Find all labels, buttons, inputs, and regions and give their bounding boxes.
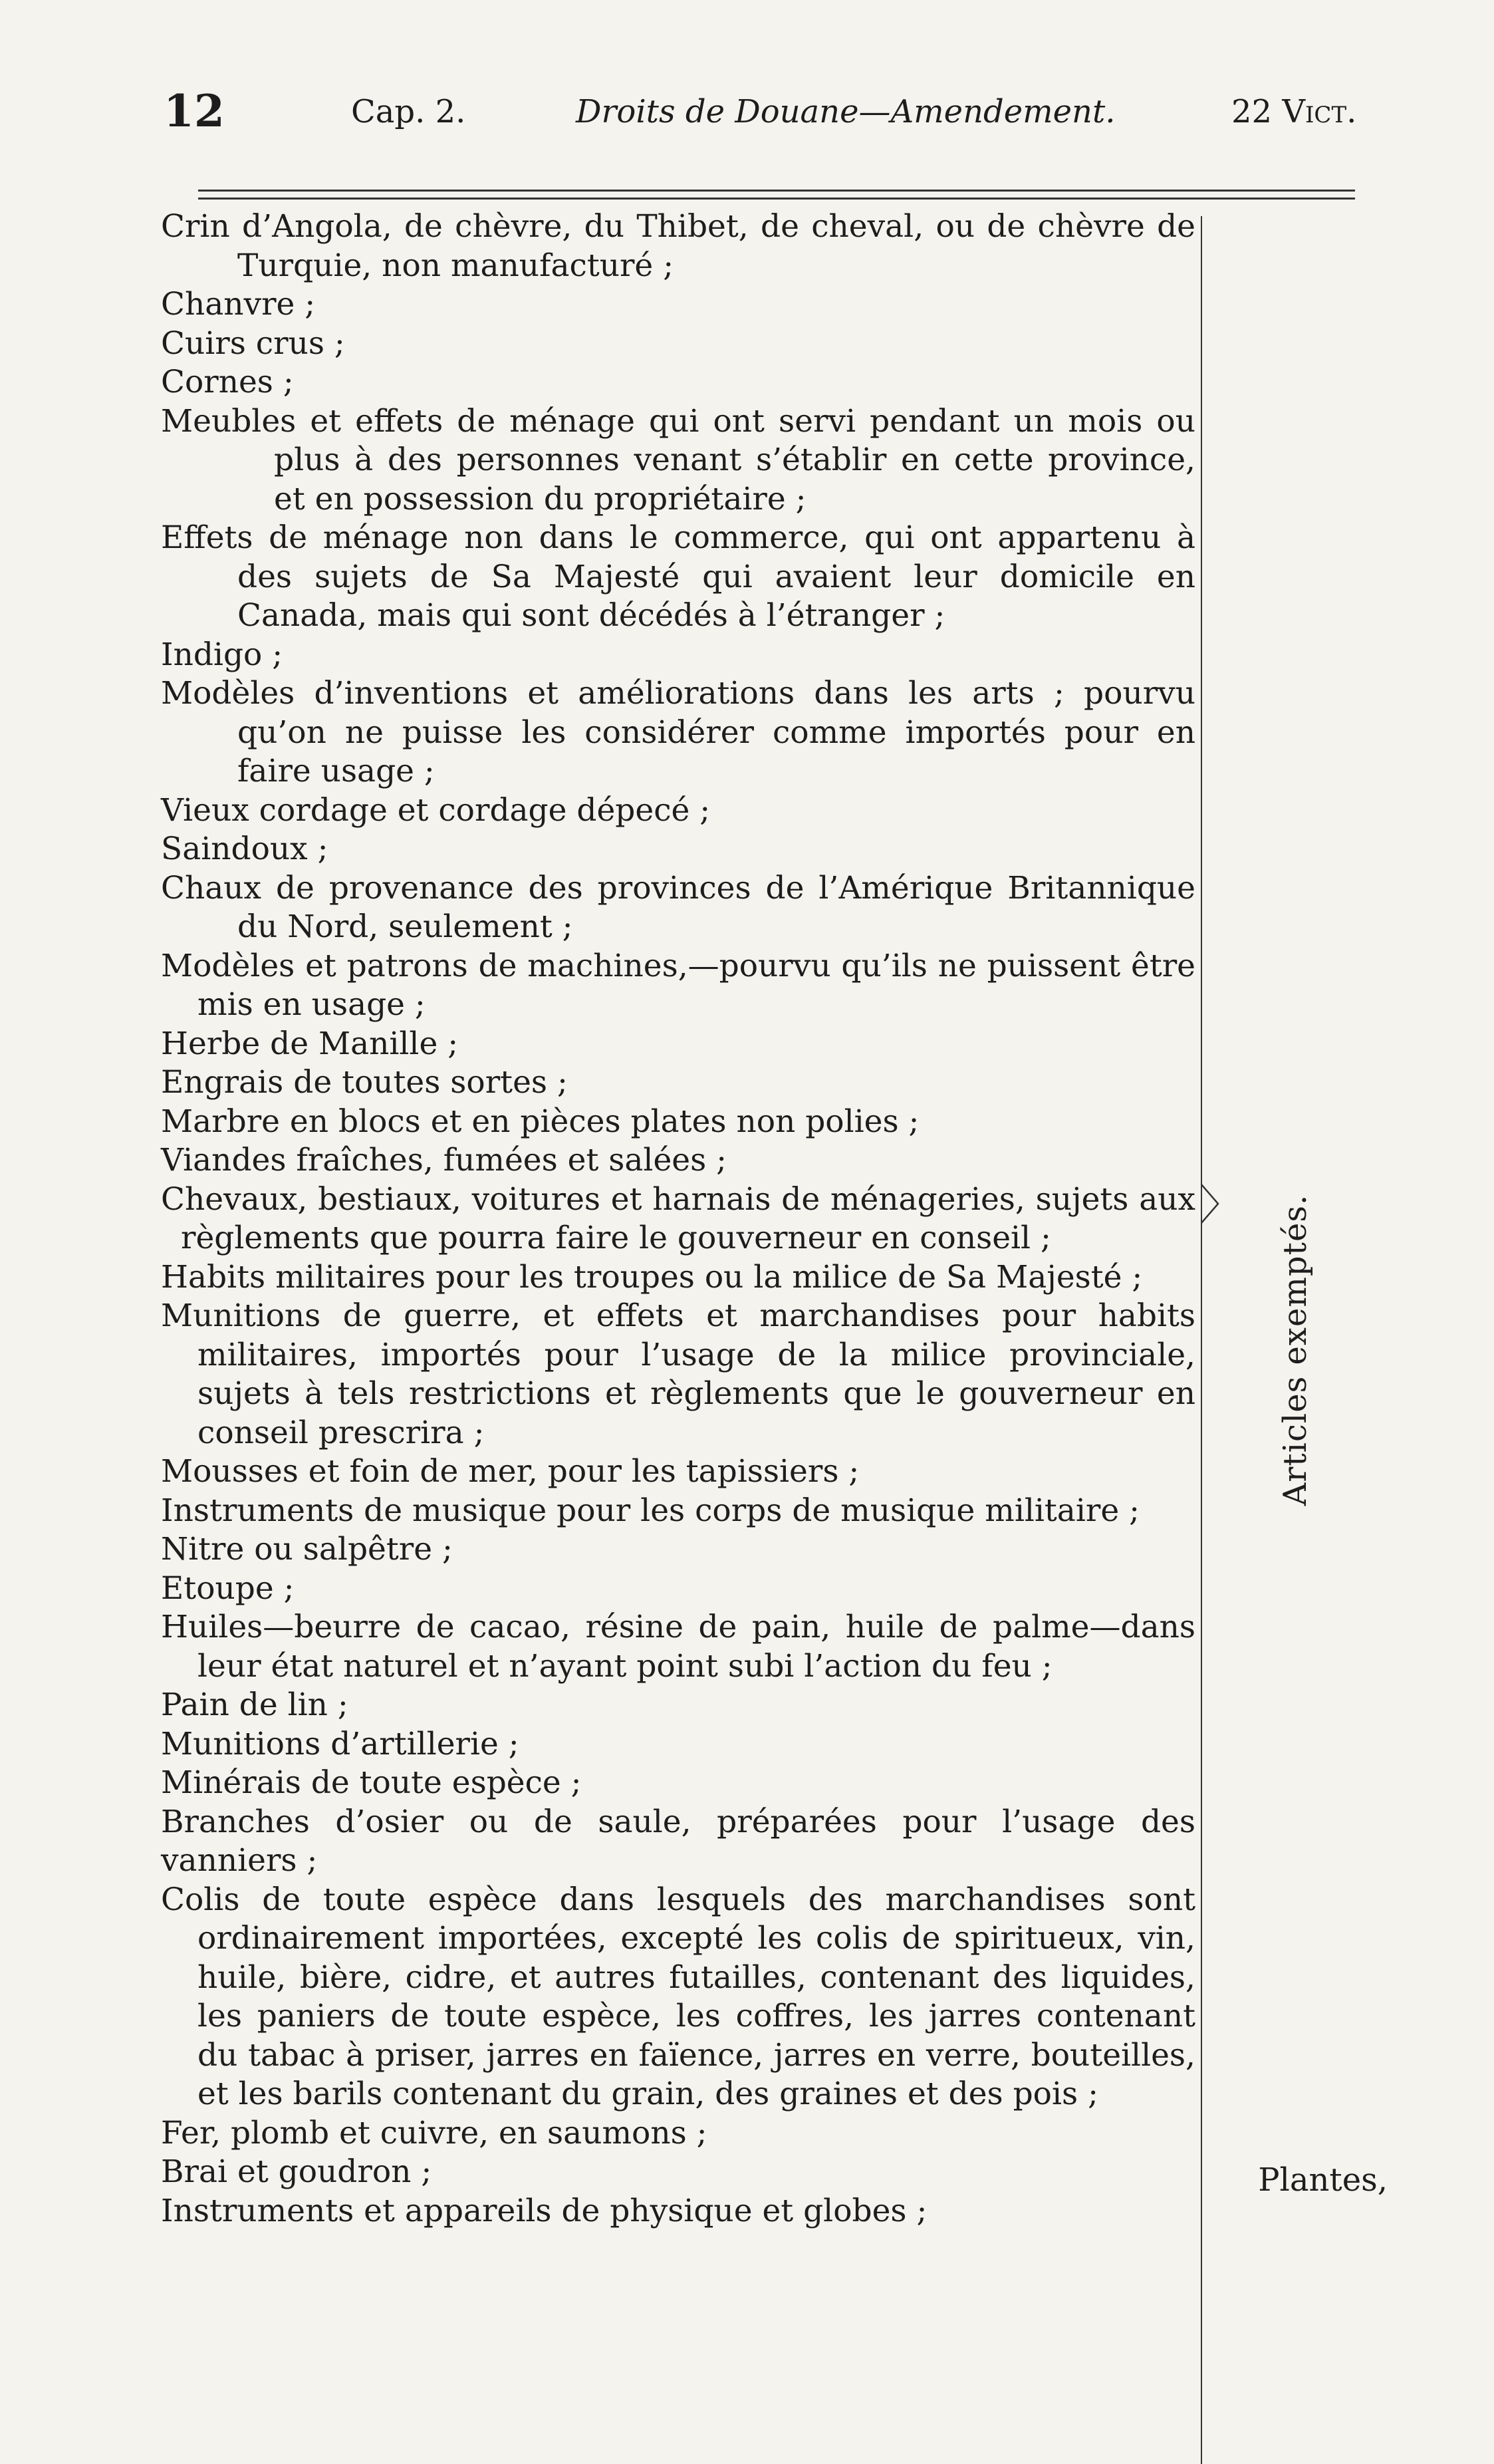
header-rule-bottom [198, 198, 1355, 200]
entry: Mousses et foin de mer, pour les tapissiers ; [161, 1453, 860, 1490]
entry: Engrais de toutes sortes ; [161, 1064, 568, 1101]
entry: Colis de toute espèce dans lesquels des marchandises sont ordinairement importées, excepté les colis de spiritueux, vin, huile, bière, cidre, et autres futailles, contenant des liquides, les paniers de toute espèce, les coffres, les jarres contenant du tabac à priser, jarres en faïence, jarres en verre, bouteilles, et les barils contenant du grain, des graines et des pois ; [161, 1881, 1195, 2112]
entry: Nitre ou salpêtre ; [161, 1531, 453, 1568]
entry: Branches d’osier ou de saule, préparées pour l’usage des vanniers ; [161, 1803, 1195, 1879]
entry: Saindoux ; [161, 831, 328, 867]
entry: Huiles—beurre de cacao, résine de pain, huile de palme—dans leur état naturel et n’ayant point subi l’action du feu ; [161, 1609, 1195, 1685]
entry: Indigo ; [161, 636, 283, 673]
side-note-articles-exemptes: Articles exemptés. [1277, 1194, 1314, 1506]
grouping-brace [1201, 216, 1202, 2464]
regnal-year: 22 Vict. [1231, 93, 1357, 130]
entry: Modèles d’inventions et améliorations dans les arts ; pourvu qu’on ne puisse les considérer comme importés pour en faire usage ; [161, 675, 1195, 789]
entry: Effets de ménage non dans le commerce, qui ont appartenu à des sujets de Sa Majesté qui avaient leur domicile en Canada, mais qui sont décédés à l’étranger ; [161, 519, 1195, 634]
entry: Crin d’Angola, de chèvre, du Thibet, de cheval, ou de chèvre de Turquie, non manufacturé ; [161, 208, 1195, 284]
entry: Herbe de Manille ; [161, 1025, 459, 1062]
running-title: Droits de Douane—Amendement. [576, 93, 1116, 130]
entry: Viandes fraîches, fumées et salées ; [161, 1142, 727, 1178]
entry: Chanvre ; [161, 286, 316, 323]
entry: Cuirs crus ; [161, 325, 345, 362]
entry: Modèles et patrons de machines,—pourvu qu’ils ne puissent être mis en usage ; [161, 947, 1195, 1023]
entry: Munitions d’artillerie ; [161, 1725, 519, 1762]
catchword: Plantes, [1258, 2161, 1388, 2199]
entry: Etoupe ; [161, 1570, 295, 1607]
entry: Munitions de guerre, et effets et marchandises pour habits militaires, importés pour l’usage de la milice provinciale, sujets à tels restrictions et règlements que le gouverneur en conseil prescrira ; [161, 1298, 1195, 1451]
page-number: 12 [164, 85, 225, 137]
entry: Marbre en blocs et en pièces plates non polies ; [161, 1103, 920, 1140]
entry: Minérais de toute espèce ; [161, 1764, 582, 1801]
entry: Instruments et appareils de physique et globes ; [161, 2192, 928, 2229]
entry: Meubles et effets de ménage qui ont servi pendant un mois ou plus à des personnes venant s’établir en cette province, et en possession du propriétaire ; [161, 402, 1195, 517]
running-header [0, 85, 1494, 138]
entry: Pain de lin ; [161, 1687, 348, 1723]
exempt-articles-list [161, 207, 1195, 2231]
entry: Brai et goudron ; [161, 2153, 432, 2190]
brace-tip-icon [1201, 1184, 1221, 1224]
entry: Vieux cordage et cordage dépecé ; [161, 791, 711, 829]
header-rule-top [198, 190, 1355, 192]
entry: Chaux de provenance des provinces de l’Amérique Britannique du Nord, seulement ; [161, 869, 1195, 945]
chapter-label: Cap. 2. [351, 93, 466, 130]
entry: Fer, plomb et cuivre, en saumons ; [161, 2114, 707, 2151]
entry: Instruments de musique pour les corps de musique militaire ; [161, 1492, 1140, 1529]
entry: Habits militaires pour les troupes ou la milice de Sa Majesté ; [161, 1258, 1143, 1296]
entry: Chevaux, bestiaux, voitures et harnais de ménageries, sujets aux règlements que pourra faire le gouverneur en conseil ; [161, 1180, 1195, 1256]
entry: Cornes ; [161, 364, 294, 400]
